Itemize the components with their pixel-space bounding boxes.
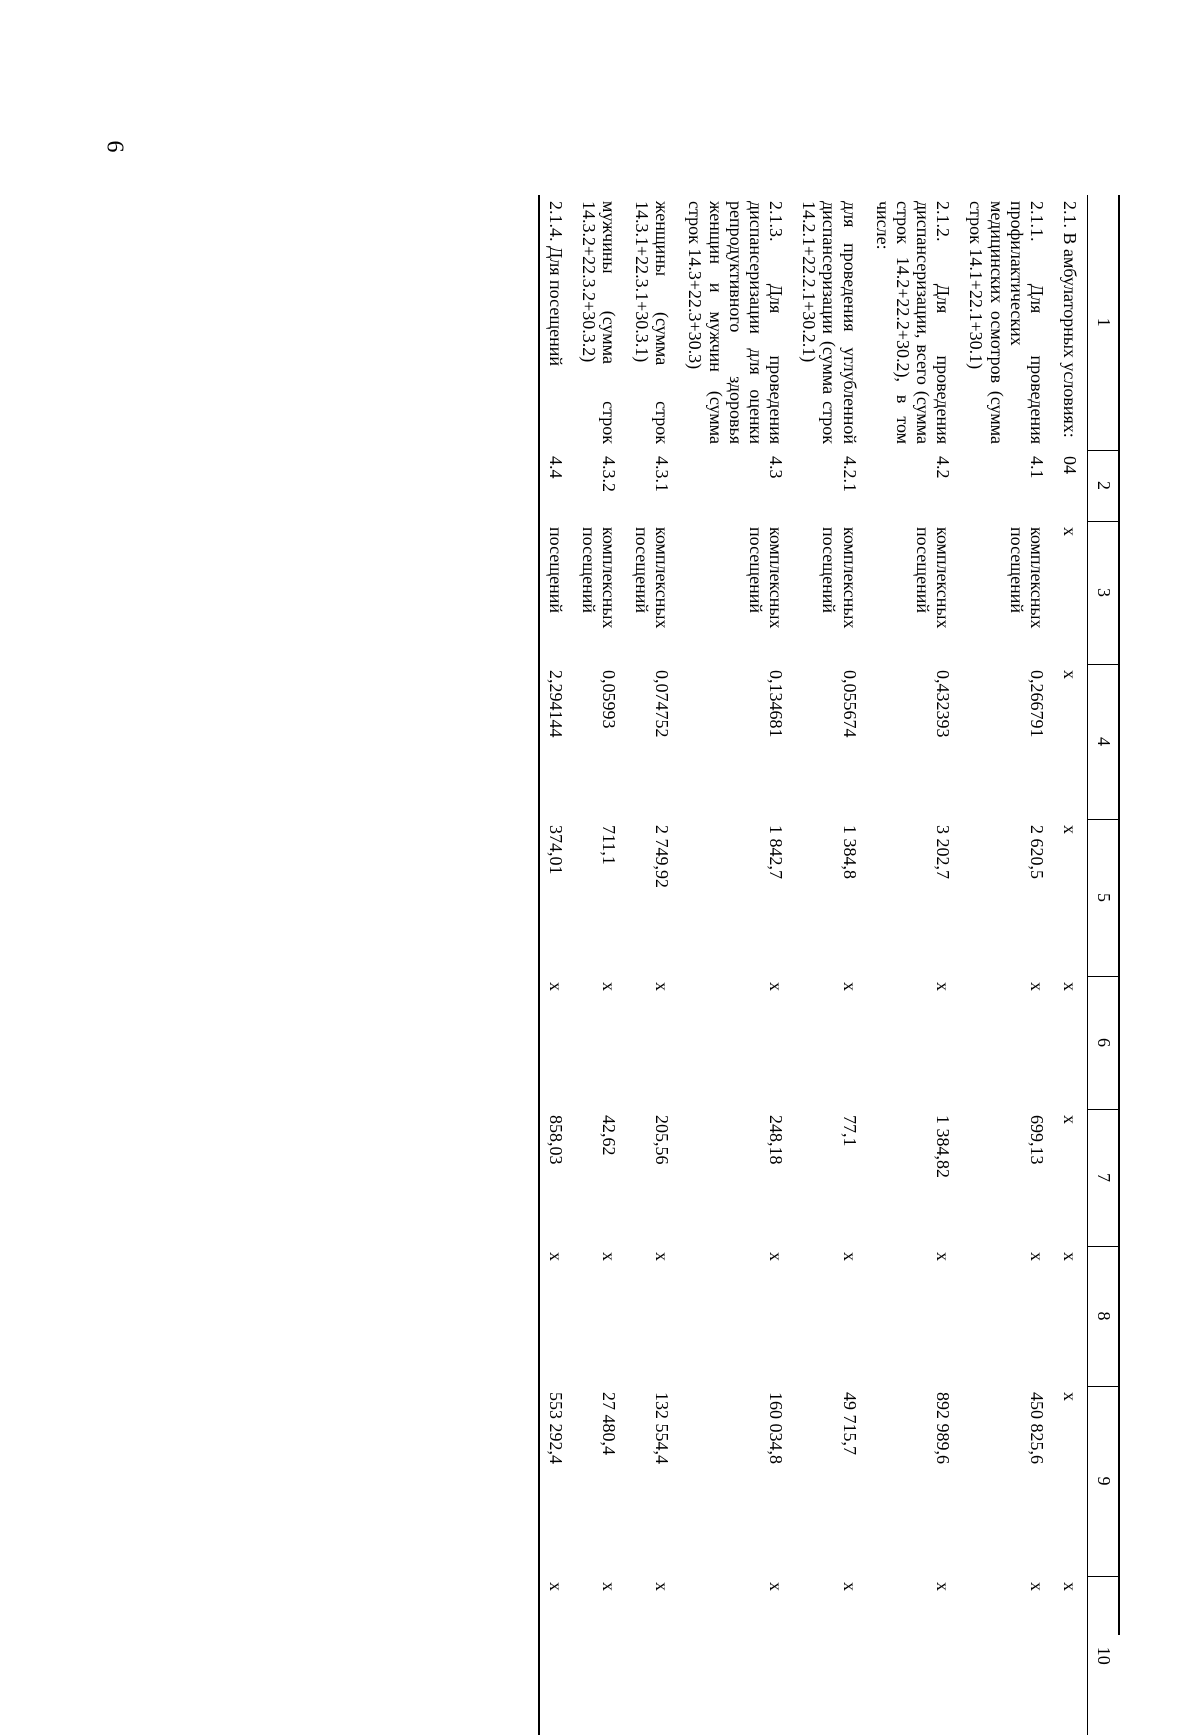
cell-value: х [652, 1252, 673, 1261]
page-number: 6 [101, 140, 128, 153]
row-code: 4.2 [933, 456, 954, 479]
cell-value: х [933, 1252, 954, 1261]
row-code: 4.3.1 [652, 456, 673, 492]
cell-value: 49 715,7 [839, 1392, 860, 1455]
cell-value: 132 554,4 [652, 1392, 673, 1464]
unit-of-measure: комплексных посещений [745, 527, 787, 629]
cell-value: 77,1 [839, 1115, 860, 1147]
unit-of-measure: комплексных посещений [1006, 527, 1047, 629]
cell-value: х [1060, 1392, 1080, 1401]
column-header: 1 [1088, 195, 1121, 450]
cell-value: 0,266791 [1026, 670, 1047, 738]
cell-value: 27 480,4 [599, 1392, 620, 1455]
cell-value: х [933, 1582, 954, 1591]
table-row [539, 195, 573, 1735]
row-label: 2.1.1. Для проведения профилактических медицинских осмотров (сумма строк 14.1+22.1+30.1) [966, 201, 1047, 444]
cell-value: х [652, 1582, 673, 1591]
cell-value: 2 620,5 [1026, 825, 1047, 879]
cell-value: 0,05993 [599, 670, 620, 729]
column-header: 8 [1088, 1246, 1121, 1386]
cell-value: х [599, 1252, 620, 1261]
table-row [793, 195, 866, 1735]
data-table [538, 195, 1120, 1735]
row-label: мужчины (сумма строк 14.3.2+22.3.2+30.3.2) [578, 201, 620, 444]
cell-value: х [1026, 1582, 1047, 1591]
row-label: 2.1. В амбулаторных условиях: [1060, 201, 1080, 438]
cell-value: 160 034,8 [766, 1392, 787, 1464]
unit-of-measure: комплексных посещений [632, 527, 673, 629]
row-label: 2.1.4. Для посещений [539, 195, 573, 450]
row-code: 04 [1060, 456, 1080, 474]
cell-value: х [1060, 1582, 1080, 1591]
cell-value: 892 989,6 [933, 1392, 954, 1464]
cell-value: 553 292,4 [539, 1386, 573, 1576]
row-code: 4.3.2 [599, 456, 620, 492]
column-header: 6 [1088, 976, 1121, 1109]
cell-value: 699,13 [1026, 1115, 1047, 1165]
cell-value: 248,18 [766, 1115, 787, 1165]
cell-value: х [766, 1252, 787, 1261]
column-header: 3 [1088, 521, 1121, 664]
cell-value: 374,01 [539, 819, 573, 976]
cell-value: 205,56 [652, 1115, 673, 1165]
column-header: 7 [1088, 1109, 1121, 1246]
cell-value: 42,62 [599, 1115, 620, 1156]
cell-value: х [539, 1246, 573, 1386]
cell-value: 3 202,7 [933, 825, 954, 879]
cell-value: х [839, 982, 860, 991]
cell-value: х [539, 976, 573, 1109]
cell-value: 450 825,6 [1026, 1392, 1047, 1464]
table-row [573, 195, 626, 1735]
cell-value: 1 384,8 [839, 825, 860, 879]
row-label: женщины (сумма строк 14.3.1+22.3.1+30.3.1) [632, 201, 673, 444]
cell-value: 2 749,92 [652, 825, 673, 888]
row-label: 2.1.2. Для проведения диспансеризации, всего (сумма строк 14.2+22.2+30.2), в том числе: [872, 201, 954, 444]
column-header: 9 [1088, 1386, 1121, 1576]
cell-value: 0,055674 [839, 670, 860, 738]
cell-value: х [599, 982, 620, 991]
rotated-page-content [240, 195, 1120, 1665]
cell-value: х [839, 1582, 860, 1591]
row-label: 2.1.3. Для проведения диспансеризации для оценки репродуктивного здоровья женщин и мужчин (сумма строк 14.3+22.3+30.3) [685, 201, 787, 444]
table-row [626, 195, 679, 1735]
cell-value: х [652, 982, 673, 991]
cell-value: х [933, 982, 954, 991]
cell-value: 858,03 [539, 1109, 573, 1246]
cell-value: х [1060, 825, 1080, 834]
table-row [1054, 195, 1088, 1735]
unit-of-measure: комплексных посещений [578, 527, 620, 629]
table-row [679, 195, 793, 1735]
row-code: 4.2.1 [839, 456, 860, 492]
column-header: 10 [1088, 1576, 1121, 1735]
cell-value: х [599, 1582, 620, 1591]
cell-value: 1 384,82 [933, 1115, 954, 1178]
table-row [867, 195, 961, 1735]
unit-of-measure: комплексных посещений [819, 527, 860, 629]
cell-value: 0,134681 [766, 670, 787, 738]
unit-of-measure: посещений [539, 521, 573, 664]
cell-value: х [1060, 1115, 1080, 1124]
cell-value: х [1026, 1252, 1047, 1261]
unit-of-measure: комплексных посещений [913, 527, 954, 629]
row-code: 4.3 [766, 456, 787, 479]
row-code: 4.1 [1026, 456, 1047, 479]
cell-value: х [766, 1582, 787, 1591]
row-label: для проведения углубленной диспансеризации (сумма строк 14.2.1+22.2.1+30.2.1) [799, 201, 860, 444]
cell-value: х [1060, 1252, 1080, 1261]
cell-value: 2,294144 [539, 664, 573, 819]
cell-value: 711,1 [599, 825, 620, 865]
column-header: 2 [1088, 450, 1121, 521]
column-number-row [1088, 195, 1121, 1735]
column-header: 4 [1088, 664, 1121, 819]
row-code: 4.4 [539, 450, 573, 521]
cell-value: 0,074752 [652, 670, 673, 738]
unit-of-measure: х [1060, 527, 1080, 536]
cell-value: х [1060, 670, 1080, 679]
table-row [960, 195, 1054, 1735]
cell-value: х [539, 1576, 573, 1735]
cell-value: 0,432393 [933, 670, 954, 738]
cell-value: х [839, 1252, 860, 1261]
cell-value: х [1060, 982, 1080, 991]
column-header: 5 [1088, 819, 1121, 976]
table-top-rule [1118, 195, 1120, 1635]
cell-value: 1 842,7 [766, 825, 787, 879]
cell-value: х [766, 982, 787, 991]
cell-value: х [1026, 982, 1047, 991]
